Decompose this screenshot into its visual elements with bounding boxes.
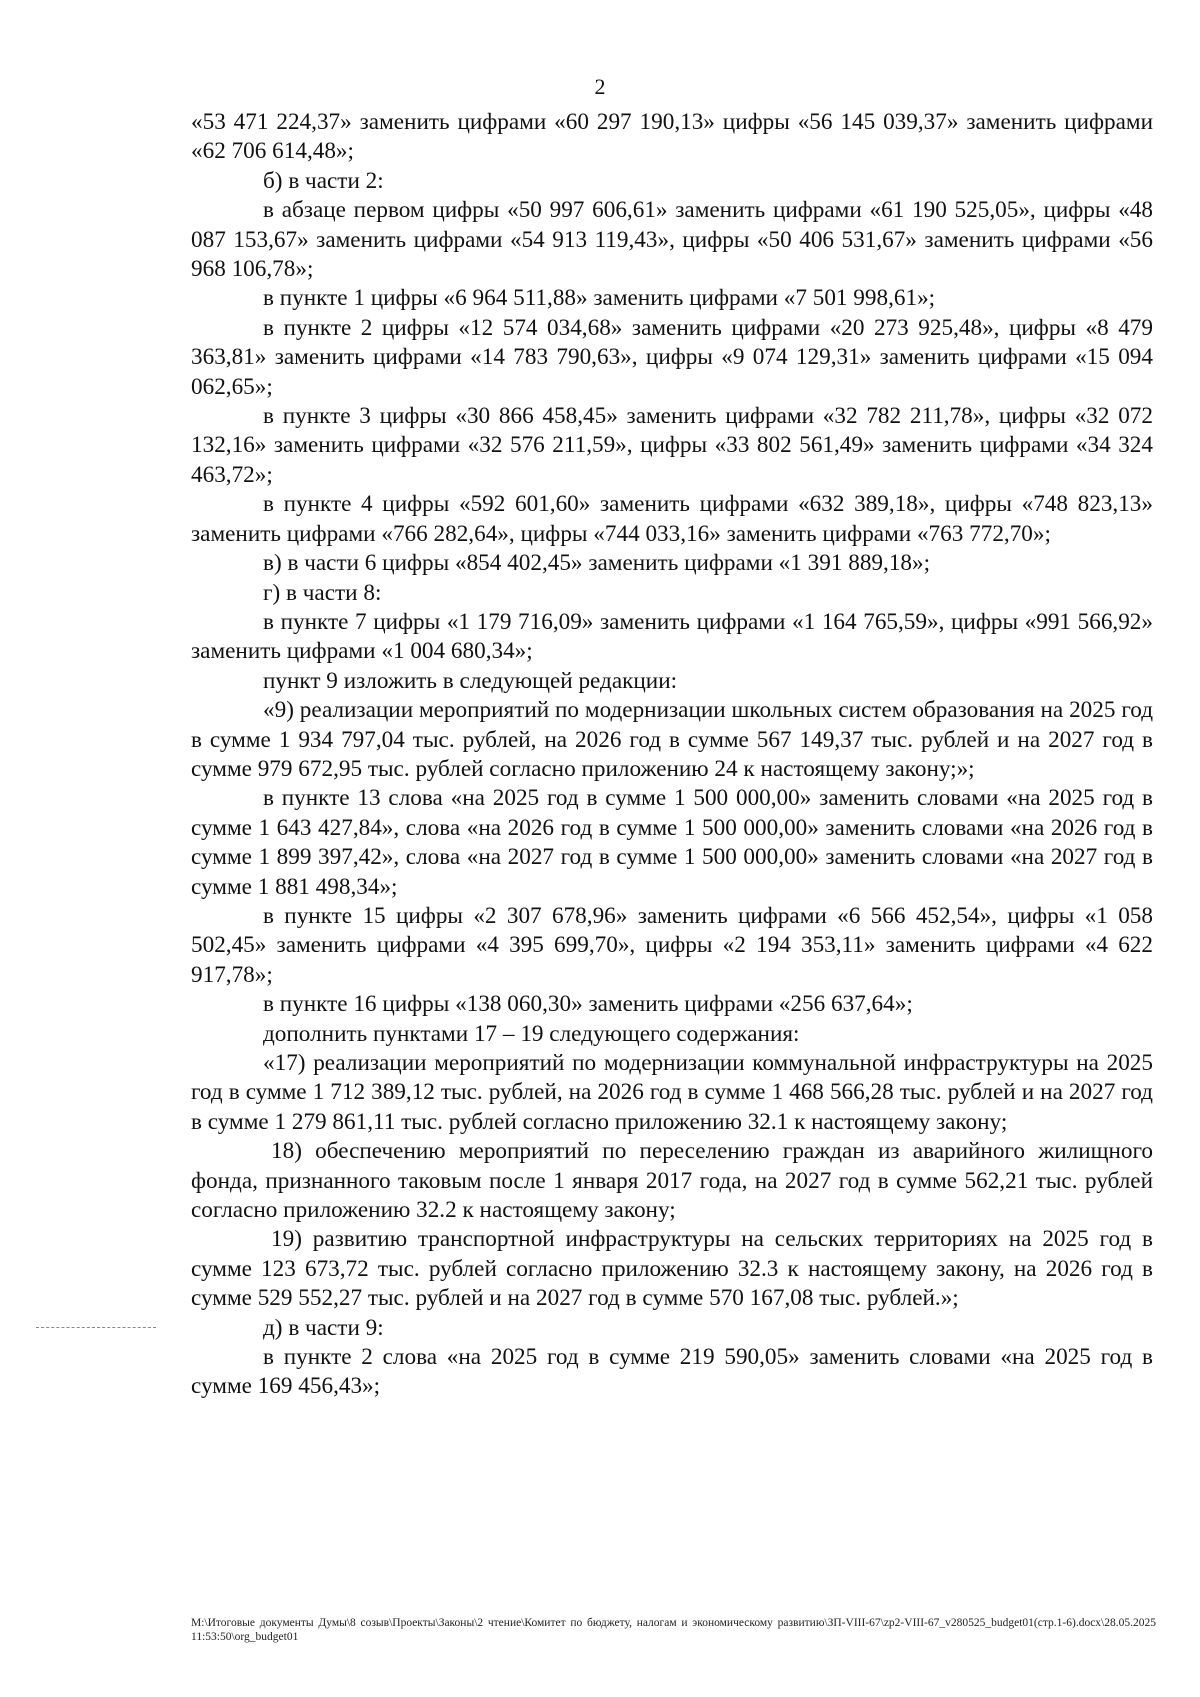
paragraph: «17) реализации мероприятий по модернизации коммунальной инфраструктуры на 2025 год в сумме 1 712 389,12 тыс. рублей, на 2026 год в сумме 1 468 566,28 тыс. рублей и на 2027 год в сумме 1 279 861,11 тыс. рублей согласно приложению 32.1 к настоящему закону; [191,1050,1153,1135]
file-path-footer: M:\Итоговые документы Думы\8 созыв\Проекты\Законы\2 чтение\Комитет по бюджету, налогам и экономическому развитию\ЗП-VIII-67\zp2-VIII-67_v280525_budget01(стр.1-6).docx\28.05.2025 11:53:50\org_budget01 [191,1617,1156,1643]
paragraph: в пункте 4 цифры «592 601,60» заменить цифрами «632 389,18», цифры «748 823,13» заменить цифрами «766 282,64», цифры «744 033,16» заменить цифрами «763 772,70»; [191,491,1153,547]
paragraph: 18) обеспечению мероприятий по переселению граждан из аварийного жилищного фонда, признанного таковым после 1 января 2017 года, на 2027 год в сумме 562,21 тыс. рублей согласно приложению 32.2 к настоящему закону; [191,1138,1153,1224]
paragraph: в пункте 2 слова «на 2025 год в сумме 219 590,05» заменить словами «на 2025 год в сумме 169 456,43»; [191,1344,1153,1400]
paragraph: «9) реализации мероприятий по модернизации школьных систем образования на 2025 год в сумме 1 934 797,04 тыс. рублей, на 2026 год в сумме 567 149,37 тыс. рублей и на 2027 год в сумме 979 672,95 тыс. рублей согласно приложению 24 к настоящему закону;»; [191,697,1153,782]
paragraph: 19) развитию транспортной инфраструктуры на сельских территориях на 2025 год в сумме 123 673,72 тыс. рублей согласно приложению 32.3 к настоящему закону, на 2026 год в сумме 529 552,27 тыс. рублей и на 2027 год в сумме 570 167,08 тыс. рублей.»; [191,1226,1153,1312]
paragraph: в пункте 2 цифры «12 574 034,68» заменить цифрами «20 273 925,48», цифры «8 479 363,81» заменить цифрами «14 783 790,63», цифры «9 074 129,31» заменить цифрами «15 094 062,65»; [191,314,1153,400]
paragraph: в) в части 6 цифры «854 402,45» заменить цифрами «1 391 889,18»; [263,550,931,577]
paragraph: дополнить пунктами 17 – 19 следующего содержания: [263,1020,800,1047]
paragraph: в пункте 16 цифры «138 060,30» заменить цифрами «256 637,64»; [263,991,913,1018]
paragraph: в пункте 15 цифры «2 307 678,96» заменить цифрами «6 566 452,54», цифры «1 058 502,45» заменить цифрами «4 395 699,70», цифры «2 194 353,11» заменить цифрами «4 622 917,78»; [191,902,1153,988]
paragraph: «53 471 224,37» заменить цифрами «60 297 190,13» цифры «56 145 039,37» заменить цифрами «62 706 614,48»; [191,109,1153,165]
paragraph: б) в части 2: [263,167,384,194]
paragraph: д) в части 9: [263,1314,384,1341]
page-number: 2 [594,74,606,99]
paragraph: пункт 9 изложить в следующей редакции: [263,667,678,694]
margin-mark [36,1327,156,1328]
paragraph: в абзаце первом цифры «50 997 606,61» заменить цифрами «61 190 525,05», цифры «48 087 153,67» заменить цифрами «54 913 119,43», цифры «50 406 531,67» заменить цифрами «56 968 106,78»; [191,197,1153,283]
paragraph: в пункте 3 цифры «30 866 458,45» заменить цифрами «32 782 211,78», цифры «32 072 132,16» заменить цифрами «32 576 211,59», цифры «33 802 561,49» заменить цифрами «34 324 463,72»; [191,403,1153,488]
paragraph: г) в части 8: [263,579,382,606]
paragraph: в пункте 13 слова «на 2025 год в сумме 1 500 000,00» заменить словами «на 2025 год в сумме 1 643 427,84», слова «на 2026 год в сумме 1 500 000,00» заменить словами «на 2026 год в сумме 1 899 397,42», слова «на 2027 год в сумме 1 500 000,00» заменить словами «на 2027 год в сумме 1 881 498,34»; [191,785,1153,900]
document-body [191,108,1153,1402]
paragraph: в пункте 7 цифры «1 179 716,09» заменить цифрами «1 164 765,59», цифры «991 566,92» заменить цифрами «1 004 680,34»; [191,608,1153,665]
paragraph: в пункте 1 цифры «6 964 511,88» заменить цифрами «7 501 998,61»; [263,285,936,312]
